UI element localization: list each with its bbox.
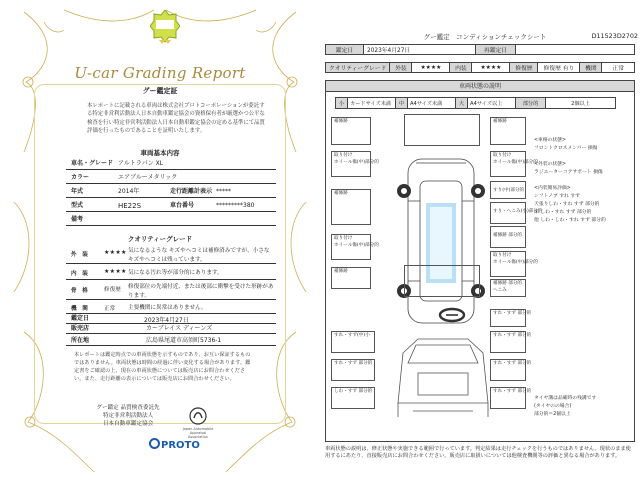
chassis-value: *********380 [216,202,255,209]
quality-grade-heading: クオリティーグレード [127,235,193,243]
address-value: 広島県尾道市高須町5736-1 [146,337,222,344]
zone-label: すり(中)部分的 [493,188,525,193]
recheck-value [516,45,635,55]
steering-wheel-icon [438,307,466,323]
model-value: アルトラパン XL [118,160,164,167]
size-partial: 部分的 [516,98,546,109]
grading-certificate [4,2,316,478]
date-value: 2023年4月27日 [364,45,476,55]
org-line: 日本自動車鑑定協会 [102,421,154,428]
remarks-row [66,214,276,226]
zone-label: すれ・すず 部分的 [493,361,532,366]
interior-value: ★★★★ [472,63,510,73]
quality-table [325,62,635,73]
frame-label: 修復歴 [510,63,538,73]
zone-label: へこみ [493,288,507,293]
cert-date-label: 鑑定日 [71,315,90,322]
notes-top: <車格の状態> フロントクロスメンバー 損傷 <外装の状態> ラジエーターコアサポート 損傷 <内装簡易評価> シフトノブ すれ すず 天張りしわ・すれ すず 部分的 床 しわ・すれ すず 部分的 他 しわ・しわ・すれ すず 部分的 [534,138,606,223]
car-rear-view-diagram [388,333,498,423]
cert-date-value: 2023年4月27日 [144,317,189,324]
color-row [66,172,276,184]
address-row [66,336,276,346]
vehicle-basic-heading: 車両基本内容 [140,149,180,157]
zone-label: 取り付け ホイール傷(中)部分的 [493,253,538,265]
sheet-id: D11523D2702 [591,32,638,40]
grade-row-exterior [66,246,276,264]
grade-row-interior [66,266,276,280]
size-small-desc: カードサイズ未満 [348,98,396,109]
sheet-footer: 車両状態の説明は、修正状態や実施できる範囲で行っています。判定結果は走行チェックを行うものではありません。現状のまま使用するにあたり、直接販売店にお問合わせください。販売店に取扱いについては他検査機関等の評価と異なる場合があります。 [325,446,631,460]
grade-stars: ★★★★ [104,249,127,256]
size-large-desc: A4サイズ以上 [468,98,516,109]
type-value: HE22S [118,202,142,210]
date-table [325,44,635,55]
zone-label: 取り付け ホイール傷(中)部分的 [493,153,538,165]
zone-front-left [331,117,371,145]
dealer-label: 販売店 [71,325,90,332]
zone-label: 補修跡 [493,119,507,124]
certificate-footer-text: 本レポートは鑑定時点での車両状態を示すものであり、お互い保証するものではありません。車両状態は時間の経過に伴い変化する場合があります。鑑定書をご確認の上、現在の車両状態については販売店にお問合わせください。また、走行距離の表示については販売店にお問合わせください。 [74,352,251,382]
zone-rf-wheel [490,151,538,177]
grade-desc: 修復部位の先端付近、または後部に衝撃を受けた形跡があります。 [128,284,274,299]
color-label: カラー [71,174,90,181]
certificate-subtitle: グー鑑定証 [142,87,178,95]
zone-lf-wheel [331,151,379,177]
quality-label: クオリティーグレード [326,63,390,73]
notes-bottom: タイヤ溝は品確時の残溝です (タイヤのの場合) 部分的＝2個以上 [534,396,597,417]
proto-mark-icon [149,438,160,449]
grade-row-frame [66,282,276,300]
engine-label: 機関 [580,63,602,73]
org-line: グー鑑定 品質検査委託先 [96,405,160,411]
vehicle-condition-heading: 車両状態の説明 [326,81,634,92]
type-row [66,200,276,212]
frame-value: 修復歴 有り [538,63,580,73]
zone-label: 補修跡 [334,269,348,274]
size-large: 大 [456,98,468,109]
size-small: 小 [336,98,348,109]
zone-label: 補修跡 部分的 [493,281,523,286]
zone-label: すれ・すず 部分的 [493,311,532,316]
zone-rear-l1 [331,331,375,353]
zone-right-a [490,181,526,199]
interior-label: 内装 [450,63,472,73]
grade-label: 骨 格 [71,288,88,294]
size-partial-desc: 2個以上 [546,98,616,109]
goo-badge-icon [150,10,180,44]
zone-label: すり・へこみ(小)部分的 [493,209,543,214]
organization-text [88,404,168,429]
vehicle-condition-box [325,80,635,442]
zone-label: 取り付け ホイール傷(中)部分的 [334,153,379,165]
zone-right-d [490,279,526,297]
grade-stars: 修復歴 [104,287,122,293]
zone-front-right [490,117,526,145]
date-label-row [66,314,276,324]
zone-label: しわ・すず 部分的 [334,389,373,394]
zone-right-b [490,202,543,224]
grade-stars: 正常 [104,306,116,312]
remarks-label: 備考 [71,216,84,223]
dealer-row [66,324,276,334]
mileage-label: 走行距離計表示 [170,188,213,195]
jaaa-logo-icon [189,407,207,425]
grade-label: 内 装 [71,271,88,277]
grade-stars: ★★★★ [104,268,127,275]
address-label: 所在地 [71,337,90,344]
zone-left-mid [331,189,371,225]
zone-rear-center [404,265,480,297]
zone-label: 補修跡 [334,191,348,196]
grade-row-engine [66,302,276,314]
condition-check-sheet [320,0,640,480]
date-label: 鑑定日 [326,45,364,55]
zone-label: 補修跡 部分的 [493,233,523,238]
year-label: 年式 [71,188,84,195]
zone-rear-r3 [490,359,532,381]
grade-label: 機 関 [71,306,88,312]
year-row [66,186,276,198]
zone-rr-wheel [490,251,538,277]
zone-label: 補修跡 [334,119,348,124]
zone-right-c [490,226,526,248]
zone-label: 取り付け ホイール傷(中)部分的 [334,236,379,248]
mileage-value: ***** [216,188,231,195]
size-medium-desc: A4サイズ未満 [408,98,456,109]
engine-value: 正常 [602,63,635,73]
grade-label: 外 装 [71,252,88,258]
zone-lr-wheel [331,234,379,260]
year-value: 2014年 [118,188,140,195]
chassis-label: 車台番号 [170,202,195,209]
certificate-intro: 本レポートに記載される車両は株式会社プロトコーポレーションが委託する特定非営利活動法人日本自動車鑑定協会の資格保有者が厳選かつ公平な検査を行い特定非営利活動法人日本自動車鑑定協会の定める基準にて品質評価を行ったものであることを証明いたします。 [87,103,265,135]
proto-logo [149,438,200,451]
zone-rear-r2 [490,331,532,353]
grade-desc: 気になる汚れ等が部分的にあります。 [128,270,223,276]
zone-left-rear [331,267,371,289]
org-line: 特定非営利活動法人 [102,413,154,420]
zone-label: すれ・すず 部分的 [334,361,373,366]
color-value: エアブルーメタリック [118,174,178,181]
zone-label: すれ・すず 部分的 [493,389,532,394]
dealer-value: カーブレイス ディーンズ [146,325,213,332]
zone-label: すれ・すず(中)小 [334,333,370,338]
zone-label: すれ・すず 部分的 [493,333,532,338]
certificate-title: U-car Grading Report [74,64,246,82]
exterior-label: 外装 [390,63,412,73]
model-label: 車名・グレード [71,160,114,167]
grade-desc: 主要機関に異常はありません。 [128,305,207,311]
zone-rear-l2 [331,359,375,381]
zone-rear-r1 [490,309,532,327]
zone-rear-r4 [490,387,532,409]
proto-logo-text: PROTO [161,440,200,451]
damage-size-legend [335,97,616,109]
zone-rear-l3 [331,387,375,409]
grade-desc: 気になるような キズやヘコミは補修済みですが、小さなキズやヘコミは残っています。 [128,248,270,263]
model-row [66,158,276,170]
size-medium: 中 [396,98,408,109]
sheet-title: グー鑑定 コンディションチェックシート [423,33,547,41]
recheck-label: 再鑑定日 [476,45,516,55]
type-label: 型式 [71,202,84,209]
exterior-value: ★★★★ [412,63,450,73]
jaaa-label: Japan Automobile Appraisal Association [182,427,214,439]
zone-front-center [404,114,480,146]
